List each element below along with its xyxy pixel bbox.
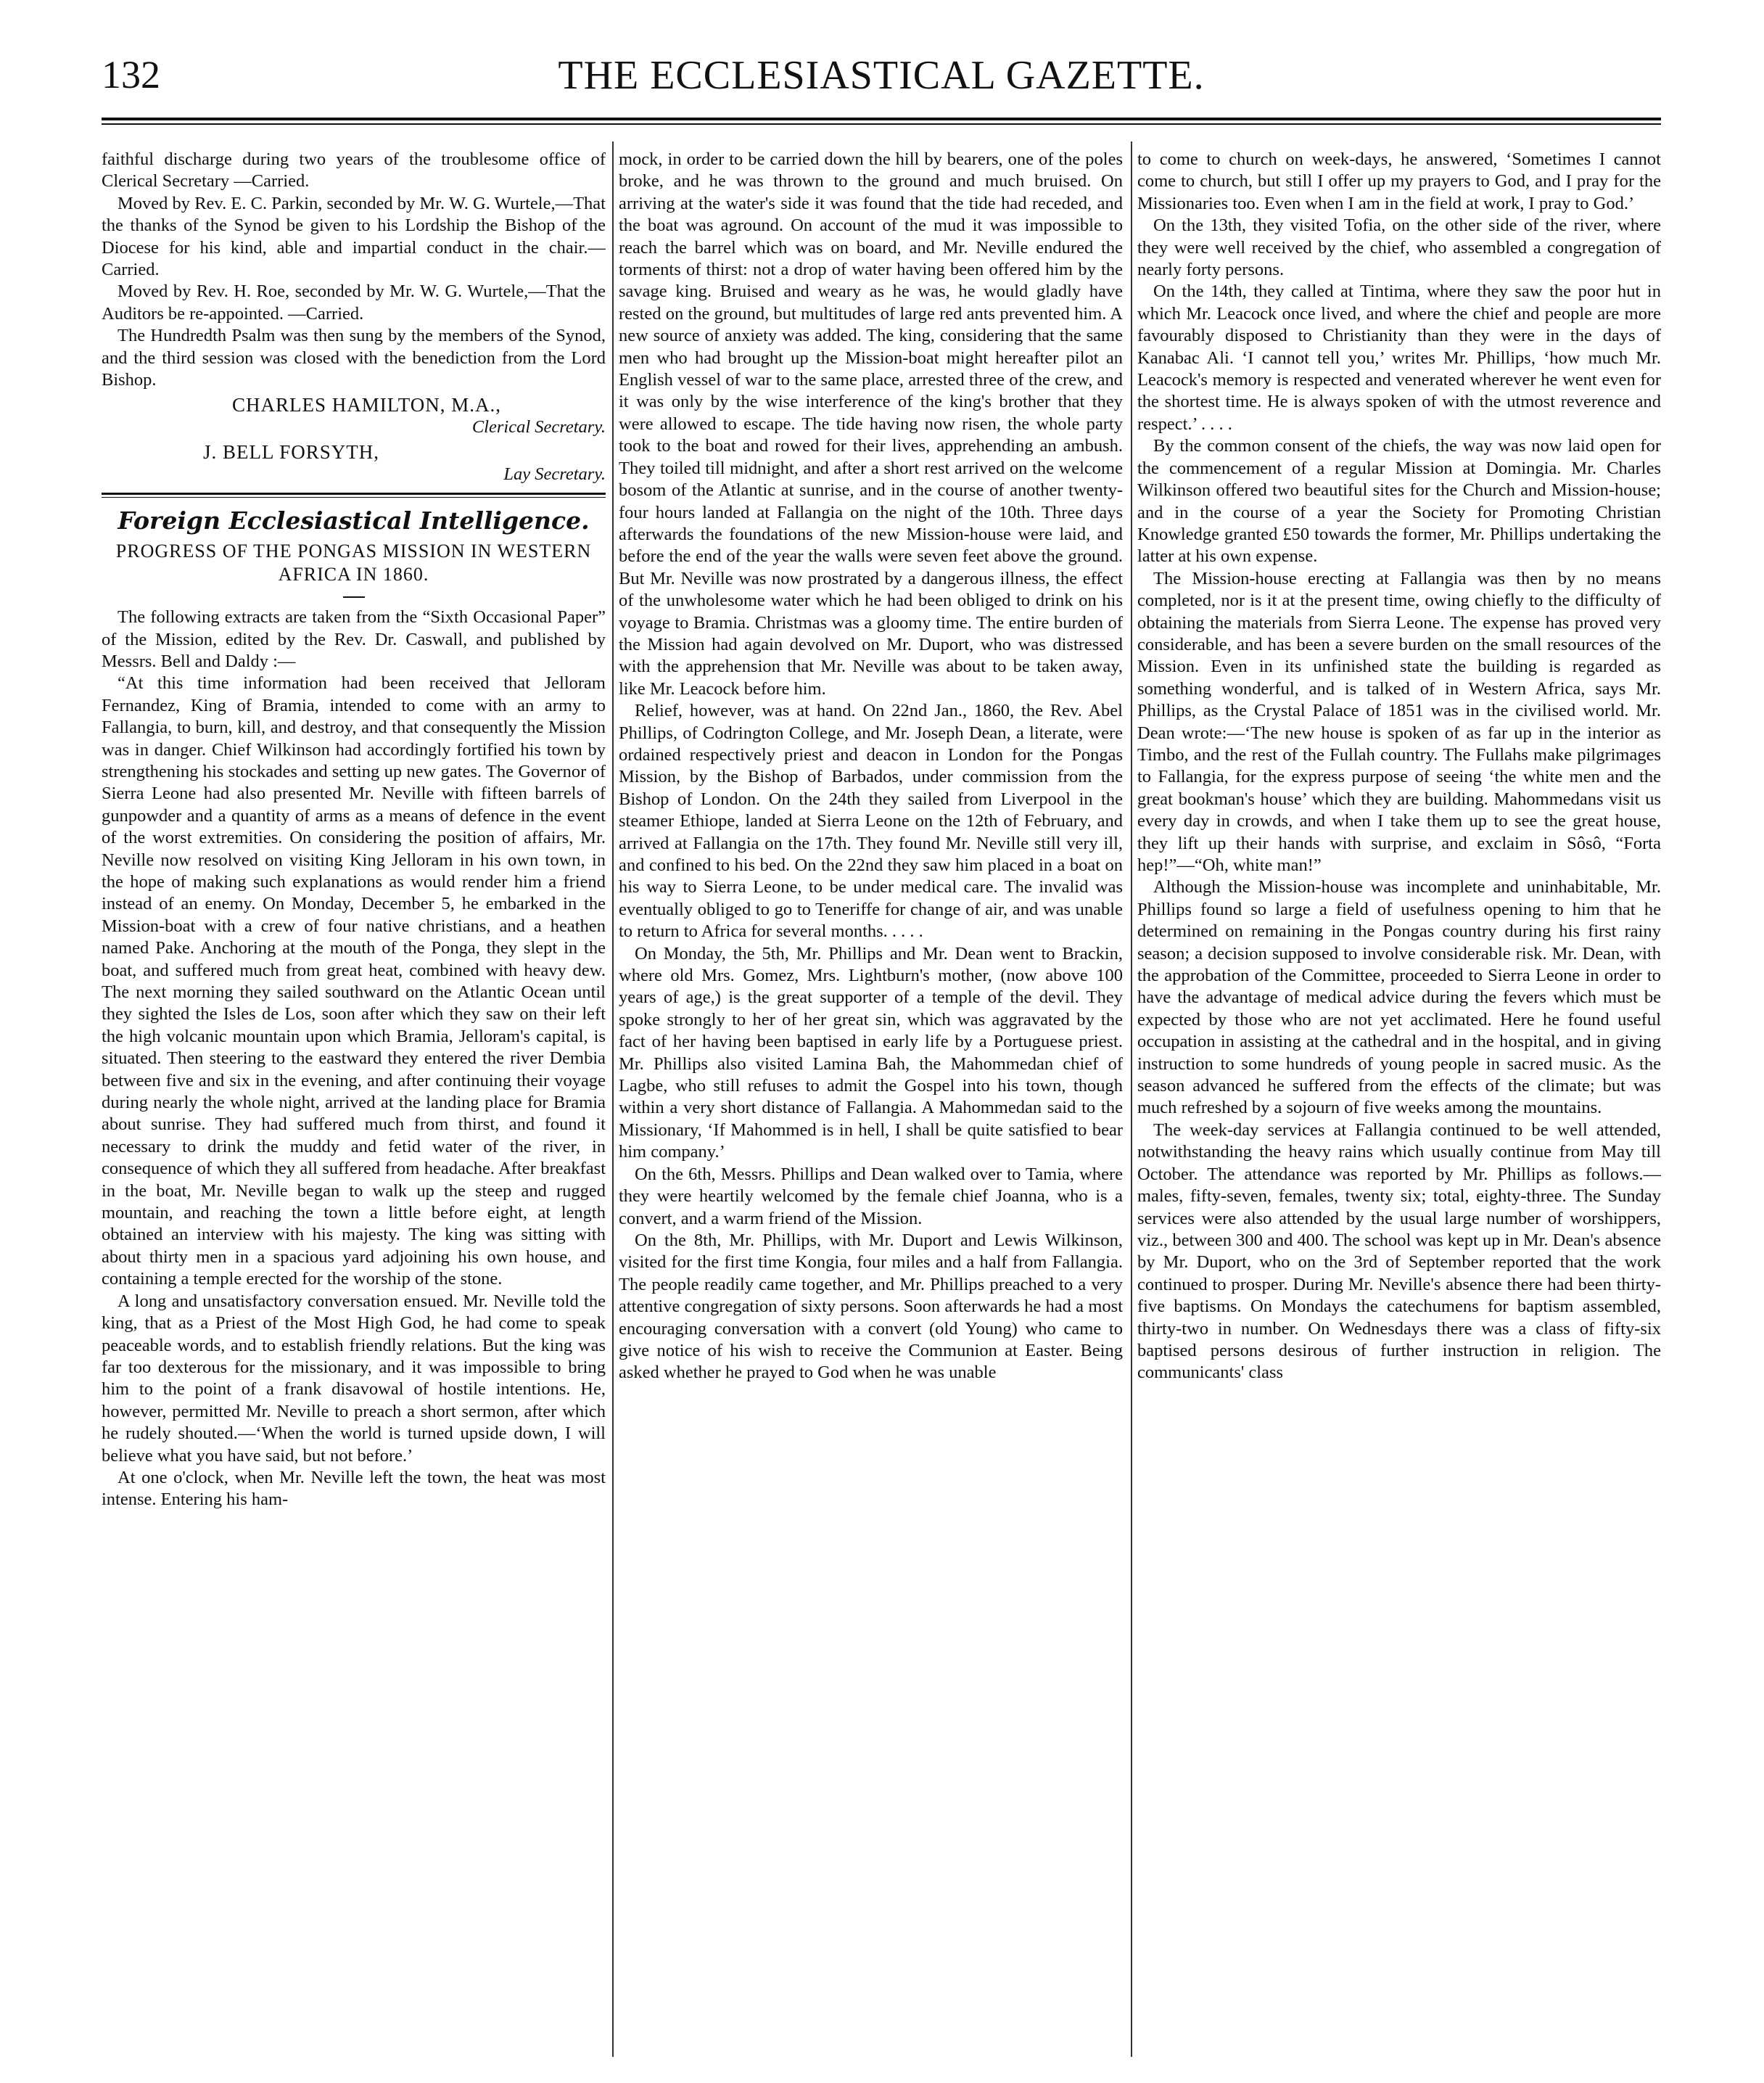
- paragraph: On the 6th, Messrs. Phillips and Dean walked over to Tamia, where they were heartily welcomed by the female chief Joanna, who is a convert, and a warm friend of the Mission.: [619, 1164, 1123, 1228]
- paragraph: Moved by Rev. E. C. Parkin, seconded by Mr. W. G. Wurtele,—That the thanks of the Synod be given to his Lordship the Bishop of the Diocese for his kind, able and impartial conduct in the chair.—Carried.: [102, 193, 606, 280]
- signatory-name: CHARLES HAMILTON, M.A.,: [232, 394, 502, 416]
- title-dash: [343, 596, 365, 598]
- paragraph: On Monday, the 5th, Mr. Phillips and Mr. Dean went to Brackin, where old Mrs. Gomez, Mrs. Lightburn's mother, (now above 100 years of age,) is the great supporter of a temple of the devil. They spoke strongly to her of her great sin, which was aggravated by the fact of her having been baptised in early life by a Portuguese priest. Mr. Phillips also visited Lamina Bah, the Mahommedan chief of Lagbe, who still refuses to admit the Gospel into his town, though within a very short distance of Fallangia. A Mahommedan said to the Missionary, ‘If Mahommed is in hell, I shall be quite satisfied to bear him company.’: [619, 943, 1123, 1162]
- column-2: [619, 149, 1123, 2050]
- paragraph: On the 14th, they called at Tintima, where they saw the poor hut in which Mr. Leacock once lived, and where the chief and people are more favourably disposed to Christianity than they were in the days of Kanabac Ali. ‘I cannot tell you,’ writes Mr. Phillips, ‘how much Mr. Leacock's memory is respected and venerated wherever he went even for the shortest time. He is always spoken of with the utmost reverence and respect.’ . . . .: [1137, 282, 1661, 434]
- column-divider-1: [612, 141, 614, 2057]
- paragraph: By the common consent of the chiefs, the way was now laid open for the commencement of a regular Mission at Domingia. Mr. Charles Wilkinson offered two beautiful sites for the Church and Mission-house; and in the course of a year the Society for Promoting Christian Knowledge granted £50 towards the former, Mr. Phillips undertaking the latter at his own expense.: [1137, 436, 1661, 567]
- article-title: PROGRESS OF THE PONGAS MISSION IN WESTERN AFRICA IN 1860.: [115, 541, 592, 586]
- page-header: [102, 52, 1661, 103]
- paragraph: Although the Mission-house was incomplete and uninhabitable, Mr. Phillips found so large a field of usefulness opening to him that he determined on remaining in the Pongas country during his first rainy season; a decision supposed to involve considerable risk. Mr. Dean, with the approbation of the Committee, proceeded to Sierra Leone in order to have the advantage of medical advice during the fevers which must be expected by those who are not yet acclimated. Here he found useful occupation in assisting at the cathedral and in the hospital, and in giving instruction to some hundreds of young people in sacred music. As the season advanced he suffered from the effects of the climate; but was much refreshed by a sojourn of five weeks among the mountains.: [1137, 877, 1661, 1118]
- column-3: [1137, 149, 1661, 2050]
- paragraph: “At this time information had been received that Jelloram Fernandez, King of Bramia, intended to come with an army to Fallangia, to burn, kill, and destroy, and that consequently the Mission was in danger. Chief Wilkinson had accordingly fortified his town by strengthening his stockades and setting up new gates. The Governor of Sierra Leone had also presented Mr. Neville with fifteen barrels of gunpowder and a quantity of arms as a means of defence in the event of the worst extremities. On considering the position of affairs, Mr. Neville now resolved on visiting King Jelloram in his own town, in the hope of making such explanations as would render him a friend instead of an enemy. On Monday, December 5, he embarked in the Mission-boat with a crew of four native christians, and a heathen named Pake. Anchoring at the mouth of the Ponga, they slept in the boat, and suffered much from great heat, combined with heavy dew. The next morning they sailed southward on the Atlantic Ocean until they sighted the Isles de Los, soon after which they saw on their left the high volcanic mountain upon which Bramia, Jelloram's capital, is situated. Then steering to the eastward they entered the river Dembia between five and six in the evening, and after continuing their voyage during nearly the whole night, arrived at the landing place for Bramia about sunrise. They had suffered much from thirst, and found it necessary to drink the muddy and fetid water of the river, in consequence of which they all suffered from headache. After breakfast in the boat, Mr. Neville began to walk up the steep and rugged mountain, and reaching the town a little before eight, at length obtained an interview with his majesty. The king was sitting with about thirty men in a spacious yard adjoining his own house, and containing a temple erected for the worship of the stone.: [102, 673, 606, 1289]
- header-rule-thin: [102, 123, 1661, 125]
- paragraph: faithful discharge during two years of the troublesome office of Clerical Secretary —Carried.: [102, 149, 606, 192]
- paragraph: The following extracts are taken from the “Sixth Occasional Paper” of the Mission, edited by the Rev. Dr. Caswall, and published by Messrs. Bell and Daldy :—: [102, 607, 606, 671]
- column-divider-2: [1131, 141, 1132, 2057]
- header-rule-thick: [102, 118, 1661, 120]
- paragraph: Moved by Rev. H. Roe, seconded by Mr. W. G. Wurtele,—That the Auditors be re-appointed. —Carried.: [102, 282, 606, 324]
- section-heading: Foreign Ecclesiastical Intelligence.: [118, 506, 590, 535]
- signatory-name: J. BELL FORSYTH,: [203, 441, 380, 464]
- signatory-role: Clerical Secretary.: [471, 416, 606, 437]
- paragraph: The week-day services at Fallangia continued to be well attended, notwithstanding the heavy rains which usually continue from May till October. The attendance was reported by Mr. Phillips as follows.—males, fifty-seven, females, twenty six; total, eighty-three. The Sunday services were also attended by the usual large number of worshippers, viz., between 300 and 400. The school was kept up in Mr. Dean's absence by Mr. Duport, who on the 3rd of September reported that the work continued to prosper. During Mr. Neville's absence there had been thirty-five baptisms. On Mondays the catechumens for baptism assembled, thirty-two in number. On Wednesdays there was a class of fifty-six baptised persons desirous of further instruction in religion. The communicants' class: [1137, 1119, 1661, 1383]
- paragraph: On the 13th, they visited Tofia, on the other side of the river, where they were well received by the chief, who assembled a congregation of nearly forty persons.: [1137, 215, 1661, 280]
- section-rule-thin: [102, 497, 606, 498]
- signatory-role: Lay Secretary.: [503, 464, 606, 484]
- paragraph: At one o'clock, when Mr. Neville left the town, the heat was most intense. Entering his ham-: [102, 1467, 606, 1510]
- paragraph: A long and unsatisfactory conversation ensued. Mr. Neville told the king, that as a Priest of the Most High God, he had come to speak peaceable words, and to establish friendly relations. But the king was far too dexterous for the missionary, and it was impossible to bring him to the point of a frank disavowal of hostile intentions. He, however, permitted Mr. Neville to preach a short sermon, after which he rudely shouted.—‘When the world is turned upside down, I will believe what you have said, but not before.’: [102, 1291, 606, 1466]
- paragraph: On the 8th, Mr. Phillips, with Mr. Duport and Lewis Wilkinson, visited for the first time Kongia, four miles and a half from Fallangia. The people readily came together, and Mr. Phillips preached to a very attentive congregation of sixty persons. Soon afterwards he had a most encouraging conversation with a convert (old Young) who came to give notice of his wish to receive the Communion at Easter. Being asked whether he prayed to God when he was unable: [619, 1230, 1123, 1383]
- page-number: 132: [102, 53, 160, 96]
- paragraph: mock, in order to be carried down the hill by bearers, one of the poles broke, and he was thrown to the ground and much bruised. On arriving at the water's side it was found that the tide had receded, and the boat was aground. On account of the mud it was impossible to reach the barrel which was on board, and Mr. Neville endured the torments of thirst: not a drop of water having been offered him by the savage king. Bruised and weary as he was, he would gladly have rested on the ground, but multitudes of large red ants prevented him. A new source of anxiety was added. The king, considering that the same men who had brought up the Mission-boat might hereafter pilot an English vessel of war to the same place, arrested three of the crew, and it was only by the wise interference of the king's brother that they were allowed to escape. The tide having now risen, the whole party took to the boat and rowed for their lives, apprehending an ambush. They toiled till midnight, and after a short rest arrived on the welcome bosom of the Atlantic at sunrise, and in the course of another twenty-four hours landed at Fallangia on the night of the 10th. Three days afterwards the foundations of the new Mission-house were laid, and before the end of the year the walls were seven feet above the ground. But Mr. Neville was now prostrated by a dangerous illness, the effect of the unwholesome water which he had been obliged to drink on his voyage to Bramia. Christmas was a gloomy time. The entire burden of the Mission had again devolved on Mr. Duport, who was distressed with the apprehension that Mr. Neville was about to be taken away, like Mr. Leacock before him.: [619, 149, 1123, 699]
- paragraph: Relief, however, was at hand. On 22nd Jan., 1860, the Rev. Abel Phillips, of Codrington College, and Mr. Joseph Dean, a literate, were ordained respectively priest and deacon in London for the Pongas Mission, by the Bishop of Barbados, under commission from the Bishop of London. On the 24th they sailed from Liverpool in the steamer Ethiope, landed at Sierra Leone on the 12th of February, and arrived at Fallangia on the 17th. They found Mr. Neville still very ill, and confined to his bed. On the 22nd they saw him placed in a boat on his way to Sierra Leone, to be under medical care. The invalid was eventually obliged to go to Teneriffe for change of air, and was unable to return to Africa for several months. . . . .: [619, 701, 1123, 942]
- paragraph: The Mission-house erecting at Fallangia was then by no means completed, nor is it at the present time, owing chiefly to the difficulty of obtaining the materials from Sierra Leone. The expense has proved very considerable, and has been a severe burden on the small resources of the Mission. Even in its unfinished state the building is regarded as something wonderful, and is talked of in Western Africa, says Mr. Phillips, as the Crystal Palace of 1851 was in the civilised world. Mr. Dean wrote:—‘The new house is spoken of as far up in the interior as Timbo, and the rest of the Fullah country. The Fullahs make pilgrimages to Fallangia, for the express purpose of seeing ‘the white men and the great bookman's house’ which they are building. Mahommedans visit us every day in crowds, and when I take them up to see the great house, they lift up their hands with surprise, and exclaim in Sôsô, “Forta hep!”—“Oh, white man!”: [1137, 568, 1661, 875]
- column-1: [102, 149, 606, 2050]
- paragraph: to come to church on week-days, he answered, ‘Sometimes I cannot come to church, but still I offer up my prayers to God, and I pray for the Missionaries too. Even when I am in the field at work, I pray to God.’: [1137, 149, 1661, 213]
- section-rule: [102, 493, 606, 495]
- journal-title: THE ECCLESIASTICAL GAZETTE.: [558, 53, 1205, 98]
- paragraph: The Hundredth Psalm was then sung by the members of the Synod, and the third session was closed with the benediction from the Lord Bishop.: [102, 326, 606, 390]
